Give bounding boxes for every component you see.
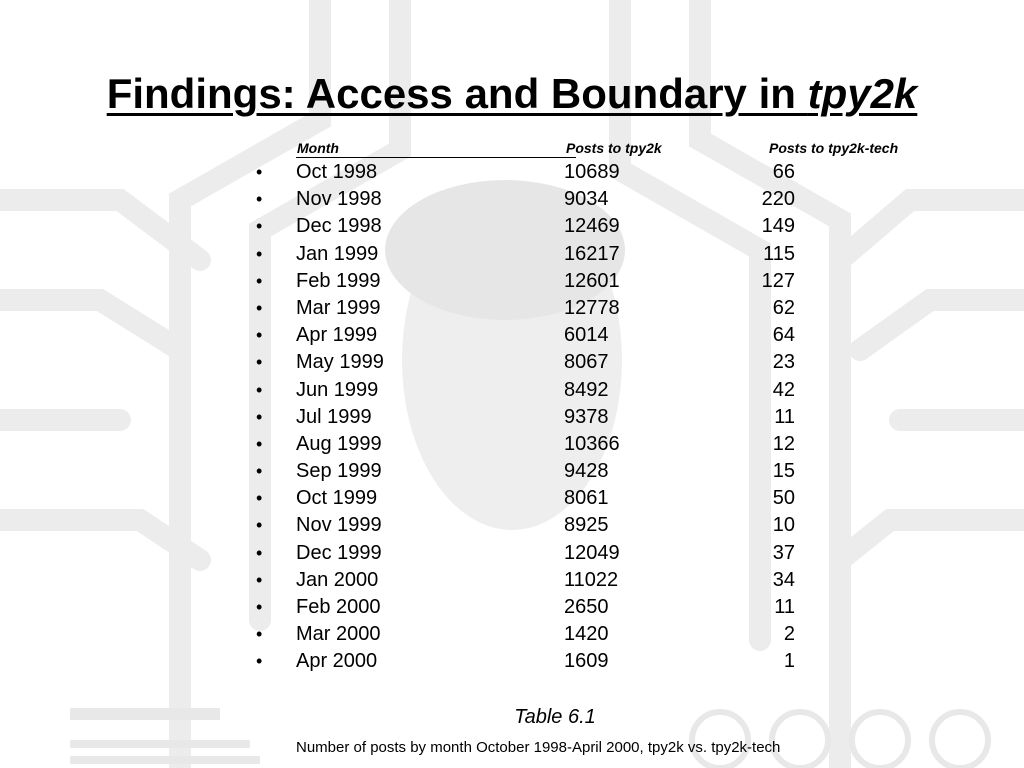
bullet-icon: • (256, 379, 263, 400)
cell-posts-tpy2k-tech: 64 (772, 324, 795, 347)
cell-posts-tpy2k: 9378 (564, 405, 609, 428)
table-row (250, 240, 950, 267)
cell-month: Jun 1999 (296, 378, 379, 401)
cell-posts-tpy2k: 10366 (564, 432, 620, 455)
cell-posts-tpy2k: 12469 (564, 215, 620, 238)
cell-posts-tpy2k: 12778 (564, 296, 620, 319)
table-row (250, 294, 950, 321)
bullet-icon: • (256, 624, 263, 645)
bullet-icon: • (256, 270, 263, 291)
table-row (250, 403, 950, 430)
cell-posts-tpy2k: 12049 (564, 541, 620, 564)
cell-posts-tpy2k: 1609 (564, 650, 609, 673)
header-posts-tpy2k: Posts to tpy2k (566, 140, 662, 156)
cell-posts-tpy2k: 10689 (564, 161, 620, 183)
page-title (0, 70, 1024, 118)
cell-month: May 1999 (296, 351, 384, 374)
cell-posts-tpy2k: 12601 (564, 269, 620, 292)
bullet-icon: • (256, 352, 263, 373)
bullet-icon: • (256, 406, 263, 427)
cell-month: Oct 1999 (296, 487, 378, 510)
cell-posts-tpy2k-tech: 12 (772, 432, 795, 455)
table-row (250, 185, 950, 212)
cell-posts-tpy2k-tech: 42 (772, 378, 795, 401)
table-row (250, 376, 950, 403)
cell-posts-tpy2k-tech: 15 (772, 460, 795, 483)
bullet-icon: • (256, 488, 263, 509)
cell-month: Nov 1998 (296, 188, 382, 211)
cell-posts-tpy2k: 6014 (564, 324, 609, 347)
bullet-icon: • (256, 461, 263, 482)
cell-posts-tpy2k-tech: 34 (772, 568, 795, 591)
table-row (250, 539, 950, 566)
bullet-icon: • (256, 297, 263, 318)
cell-posts-tpy2k-tech: 62 (772, 296, 795, 319)
cell-posts-tpy2k: 16217 (564, 242, 620, 265)
cell-month: Sep 1999 (296, 460, 382, 483)
cell-posts-tpy2k-tech: 66 (772, 161, 795, 183)
cell-posts-tpy2k: 8925 (564, 514, 609, 537)
cell-month: Aug 1999 (296, 432, 382, 455)
cell-posts-tpy2k: 1420 (564, 623, 609, 646)
table-row (250, 267, 950, 294)
cell-month: Nov 1999 (296, 514, 382, 537)
table-row (250, 511, 950, 538)
title-emphasis: tpy2k (807, 70, 918, 117)
table-row (250, 566, 950, 593)
cell-posts-tpy2k-tech: 115 (763, 242, 795, 265)
title-prefix: Findings: Access and Boundary in (106, 70, 808, 117)
table-row (250, 620, 950, 647)
cell-month: Apr 1999 (296, 324, 378, 347)
bullet-icon: • (256, 569, 263, 590)
cell-posts-tpy2k: 9034 (564, 188, 609, 211)
cell-posts-tpy2k-tech: 50 (772, 487, 795, 510)
bullet-icon: • (256, 651, 263, 672)
cell-month: Dec 1999 (296, 541, 382, 564)
table-row (250, 348, 950, 375)
table-body (250, 158, 950, 675)
bullet-icon: • (256, 515, 263, 536)
cell-posts-tpy2k-tech: 2 (783, 623, 795, 646)
cell-month: Oct 1998 (296, 161, 378, 183)
table-row (250, 430, 950, 457)
cell-month: Jan 2000 (296, 568, 379, 591)
table-row (250, 158, 950, 185)
cell-posts-tpy2k: 8067 (564, 351, 609, 374)
bullet-icon: • (256, 216, 263, 237)
cell-posts-tpy2k-tech: 127 (761, 269, 795, 292)
table-row (250, 457, 950, 484)
cell-posts-tpy2k-tech: 149 (761, 215, 795, 238)
cell-month: Mar 1999 (296, 296, 381, 319)
posts-table (250, 138, 950, 675)
cell-posts-tpy2k-tech: 11 (774, 405, 795, 428)
table-row (250, 647, 950, 674)
header-month: Month (297, 140, 339, 156)
cell-posts-tpy2k: 9428 (564, 460, 609, 483)
table-header (250, 138, 950, 158)
cell-posts-tpy2k-tech: 37 (772, 541, 795, 564)
cell-posts-tpy2k-tech: 10 (772, 514, 795, 537)
cell-posts-tpy2k: 8061 (564, 487, 609, 510)
cell-month: Apr 2000 (296, 650, 378, 673)
cell-posts-tpy2k-tech: 23 (772, 351, 795, 374)
cell-posts-tpy2k: 2650 (564, 596, 609, 618)
cell-month: Feb 1999 (296, 269, 381, 292)
bullet-icon: • (256, 189, 263, 210)
bullet-icon: • (256, 243, 263, 264)
table-row (250, 212, 950, 239)
cell-month: Mar 2000 (296, 623, 381, 646)
table-caption-title: Table 6.1 (514, 706, 596, 728)
bullet-icon: • (256, 433, 263, 454)
bullet-icon: • (256, 325, 263, 346)
cell-month: Feb 2000 (296, 596, 381, 618)
cell-posts-tpy2k: 8492 (564, 378, 609, 401)
cell-month: Dec 1998 (296, 215, 382, 238)
table-row (250, 593, 950, 620)
bullet-icon: • (256, 542, 263, 563)
cell-posts-tpy2k: 11022 (564, 568, 619, 591)
header-posts-tpy2k-tech: Posts to tpy2k-tech (769, 140, 899, 156)
cell-posts-tpy2k-tech: 1 (783, 650, 795, 673)
table-caption-description: Number of posts by month October 1998-April 2000, tpy2k vs. tpy2k-tech (296, 739, 781, 756)
cell-month: Jan 1999 (296, 242, 379, 265)
bullet-icon: • (256, 597, 263, 617)
cell-month: Jul 1999 (296, 405, 372, 428)
cell-posts-tpy2k-tech: 11 (774, 596, 795, 618)
bullet-icon: • (256, 162, 263, 182)
table-row (250, 321, 950, 348)
cell-posts-tpy2k-tech: 220 (761, 188, 795, 211)
table-row (250, 484, 950, 511)
